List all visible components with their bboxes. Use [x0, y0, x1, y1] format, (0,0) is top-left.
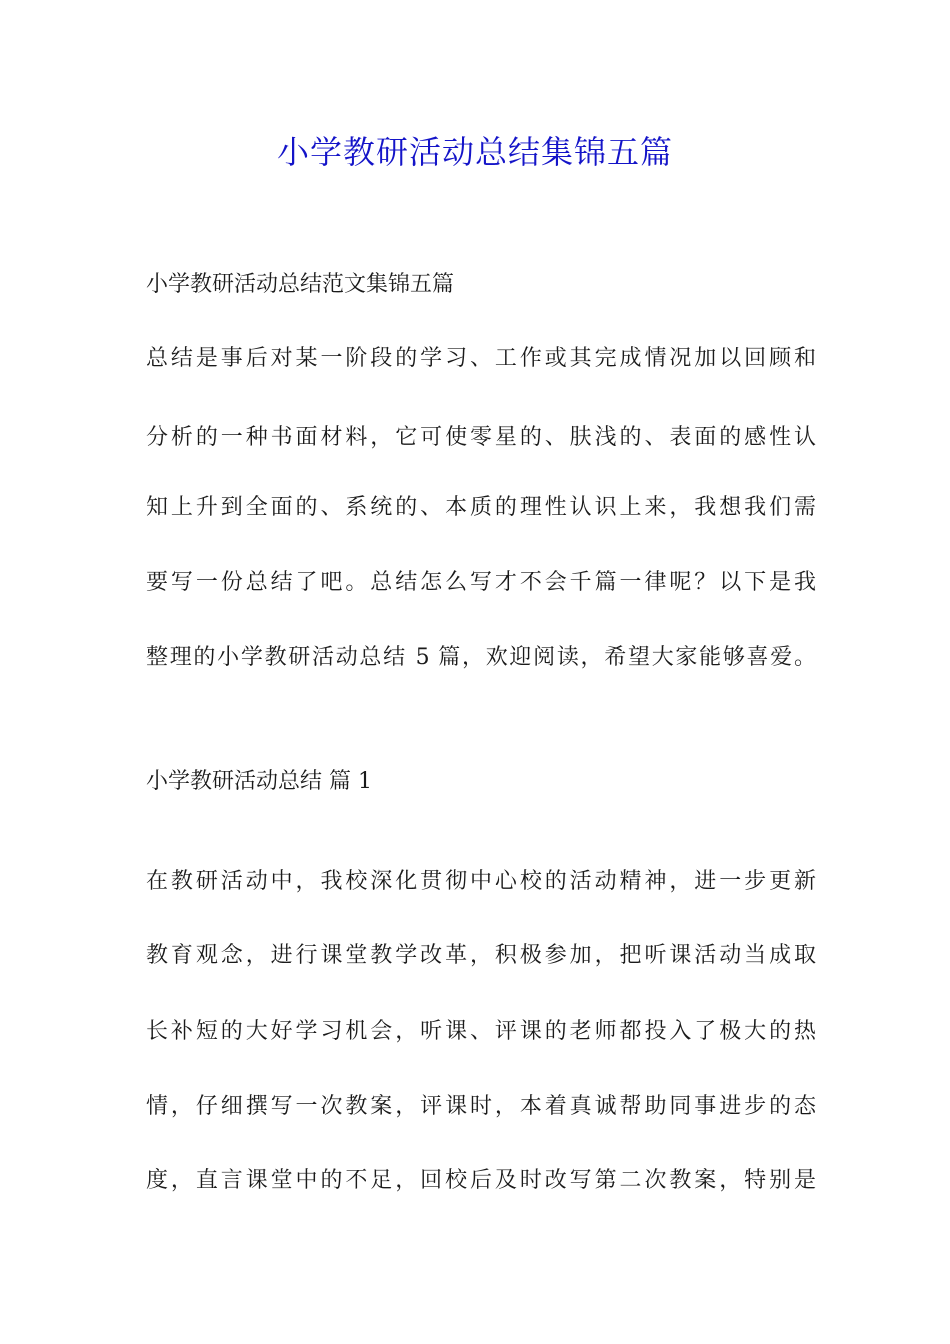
intro-line-3: 知上升到全面的、系统的、本质的理性认识上来，我想我们需	[146, 495, 816, 520]
section-1-heading: 小学教研活动总结 篇 1	[146, 769, 372, 794]
intro-line-1: 总结是事后对某一阶段的学习、工作或其完成情况加以回顾和	[146, 346, 816, 371]
document-subtitle: 小学教研活动总结范文集锦五篇	[146, 272, 455, 297]
intro-line-5: 整理的小学教研活动总结 5 篇，欢迎阅读，希望大家能够喜爱。	[146, 645, 816, 670]
section-1-line-5: 度，直言课堂中的不足，回校后及时改写第二次教案，特别是	[146, 1168, 816, 1193]
section-1-line-2: 教育观念，进行课堂教学改革，积极参加，把听课活动当成取	[146, 943, 816, 968]
section-1-line-1: 在教研活动中，我校深化贯彻中心校的活动精神，进一步更新	[146, 869, 816, 894]
section-1-line-3: 长补短的大好学习机会，听课、评课的老师都投入了极大的热	[146, 1019, 816, 1044]
intro-line-2: 分析的一种书面材料，它可使零星的、肤浅的、表面的感性认	[146, 425, 816, 450]
section-1-line-4: 情，仔细撰写一次教案，评课时，本着真诚帮助同事进步的态	[146, 1094, 816, 1119]
intro-line-4: 要写一份总结了吧。总结怎么写才不会千篇一律呢？以下是我	[146, 570, 816, 595]
document-title: 小学教研活动总结集锦五篇	[276, 133, 673, 171]
